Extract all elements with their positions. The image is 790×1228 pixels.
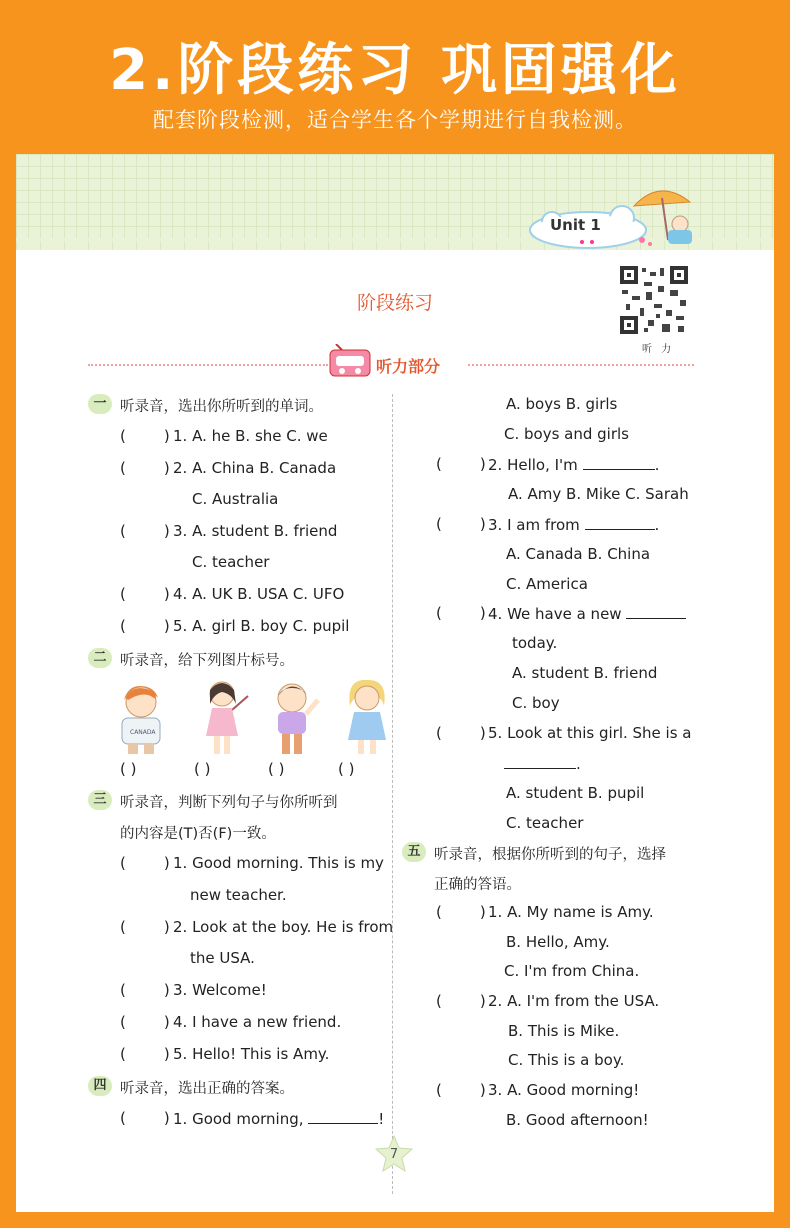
picture-blank[interactable]: ( )	[120, 760, 137, 778]
worksheet-page	[16, 154, 774, 1212]
answer-paren[interactable]: ( )	[436, 903, 486, 921]
option-line: C. America	[506, 575, 588, 593]
question-prompt: 正确的答语。	[434, 877, 521, 893]
question-prompt: 的内容是(T)否(F)一致。	[120, 826, 276, 842]
dotted-rule-left	[88, 364, 328, 366]
option-line: C. boy	[512, 694, 560, 712]
picture-blank[interactable]: ( )	[268, 760, 285, 778]
question-prompt: 听录音，选出你所听到的单词。	[120, 399, 323, 415]
question-prompt: 听录音，给下列图片标号。	[120, 653, 294, 669]
option-line: A. student B. friend	[512, 664, 658, 682]
option-line: 2. A. China B. Canada	[173, 459, 337, 477]
question-line: 2. Hello, I'm .	[488, 456, 660, 474]
question-line: 5. Look at this girl. She is a	[488, 724, 692, 742]
option-line: 1. A. he B. she C. we	[173, 427, 328, 445]
option-line: 3. A. student B. friend	[173, 522, 338, 540]
picture-blank[interactable]: ( )	[194, 760, 211, 778]
boy-picture	[114, 678, 168, 756]
question-prompt: 听录音，选出正确的答案。	[120, 1081, 294, 1097]
option-line: A. boys B. girls	[506, 395, 618, 413]
option-line: C. Australia	[192, 490, 279, 508]
answer-paren[interactable]: ( )	[436, 604, 486, 622]
statement-line: 3. Welcome!	[173, 981, 267, 999]
option-line: A. Amy B. Mike C. Sarah	[508, 485, 689, 503]
statement-line: 1. Good morning. This is my	[173, 854, 384, 872]
question-prompt: 听录音，判断下列句子与你所听到	[120, 795, 338, 811]
answer-paren[interactable]: ( )	[120, 1045, 170, 1063]
listen-header: 听力部分	[376, 357, 441, 376]
answer-paren[interactable]: ( )	[436, 455, 486, 473]
statement-line: 2. Look at the boy. He is from	[173, 918, 394, 936]
column-divider	[392, 394, 393, 1194]
statement-line: the USA.	[190, 949, 255, 967]
option-line: C. I'm from China.	[504, 962, 640, 980]
answer-paren[interactable]: ( )	[120, 981, 170, 999]
question-line: 1. Good morning, !	[173, 1110, 385, 1128]
answer-paren[interactable]: ( )	[120, 617, 170, 635]
radio-icon	[328, 344, 372, 380]
fill-blank[interactable]	[308, 1109, 378, 1124]
shirt-text: CANADA	[130, 729, 156, 736]
qr-label: 听 力	[642, 344, 675, 355]
option-line: C. boys and girls	[504, 425, 629, 443]
answer-paren[interactable]: ( )	[120, 459, 170, 477]
statement-line: new teacher.	[190, 886, 287, 904]
option-line: today.	[512, 634, 558, 652]
option-line: 4. A. UK B. USA C. UFO	[173, 585, 345, 603]
answer-paren[interactable]: ( )	[436, 1081, 486, 1099]
option-line: B. This is Mike.	[508, 1022, 620, 1040]
answer-paren[interactable]: ( )	[120, 585, 170, 603]
option-line: A. student B. pupil	[506, 784, 645, 802]
unit-label: Unit 1	[550, 216, 601, 234]
umbrella-girl-icon	[630, 184, 700, 250]
answer-paren[interactable]: ( )	[120, 522, 170, 540]
banner-subtitle: 配套阶段检测，适合学生各个学期进行自我检测。	[153, 108, 637, 132]
question-line: 3. I am from .	[488, 516, 660, 534]
option-line: C. teacher	[506, 814, 584, 832]
banner-title: 2.阶段练习 巩固强化	[109, 38, 681, 103]
dotted-rule-right	[468, 364, 694, 366]
answer-paren[interactable]: ( )	[436, 515, 486, 533]
question-number: 二	[88, 648, 112, 668]
teacher-girl-picture	[196, 676, 250, 758]
qr-code[interactable]	[618, 264, 690, 336]
page-number: 7	[389, 1147, 399, 1162]
question-line: 4. We have a new	[488, 604, 686, 623]
waving-boy-picture	[268, 678, 322, 758]
fill-blank[interactable]	[504, 754, 576, 769]
question-number: 四	[88, 1076, 112, 1096]
section-title: 阶段练习	[356, 292, 433, 314]
option-line: B. Good afternoon!	[506, 1111, 649, 1129]
blonde-girl-picture	[342, 676, 392, 758]
option-line: 5. A. girl B. boy C. pupil	[173, 617, 350, 635]
question-prompt: 听录音，根据你所听到的句子，选择	[434, 847, 666, 863]
answer-paren[interactable]: ( )	[436, 724, 486, 742]
question-number: 三	[88, 790, 112, 810]
question-line: .	[504, 754, 581, 773]
statement-line: 5. Hello! This is Amy.	[173, 1045, 330, 1063]
option-line: A. Canada B. China	[506, 545, 651, 563]
answer-paren[interactable]: ( )	[120, 427, 170, 445]
answer-paren[interactable]: ( )	[120, 1109, 170, 1127]
statement-line: 4. I have a new friend.	[173, 1013, 342, 1031]
fill-blank[interactable]	[583, 455, 655, 470]
option-line: C. teacher	[192, 553, 270, 571]
answer-paren[interactable]: ( )	[120, 1013, 170, 1031]
answer-paren[interactable]: ( )	[120, 854, 170, 872]
answer-paren[interactable]: ( )	[120, 918, 170, 936]
picture-blank[interactable]: ( )	[338, 760, 355, 778]
answer-paren[interactable]: ( )	[436, 992, 486, 1010]
option-line: B. Hello, Amy.	[506, 933, 610, 951]
option-line: C. This is a boy.	[508, 1051, 625, 1069]
question-number: 五	[402, 842, 426, 862]
option-line: 1. A. My name is Amy.	[488, 903, 654, 921]
fill-blank[interactable]	[626, 604, 686, 619]
option-line: 3. A. Good morning!	[488, 1081, 640, 1099]
question-number: 一	[88, 394, 112, 414]
option-line: 2. A. I'm from the USA.	[488, 992, 660, 1010]
fill-blank[interactable]	[585, 515, 655, 530]
